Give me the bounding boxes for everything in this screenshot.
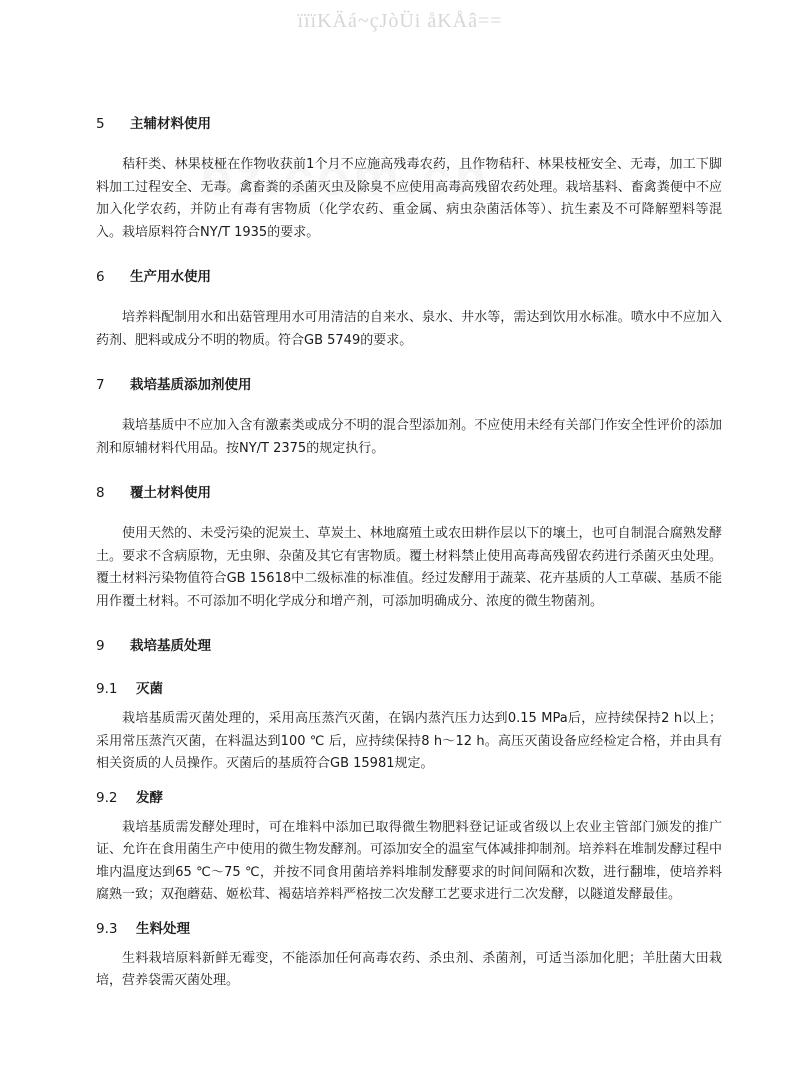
subsection-number: 9.1 [96, 681, 118, 697]
subsection-number: 9.3 [96, 920, 118, 937]
section-title: 栽培基质处理 [130, 638, 211, 654]
section-number: 9 [96, 638, 105, 654]
subsection-paragraph: 生料栽培原料新鲜无霉变，不能添加任何高毒农药、杀虫剂、杀菌剂，可适当添加化肥；羊肚菌大田栽培，营养袋需灭菌处理。 [96, 950, 722, 988]
section-title: 主辅材料使用 [130, 116, 211, 132]
section-paragraph: 培养料配制用水和出菇管理用水可用清洁的自来水、泉水、井水等，需达到饮用水标准。喷水中不应加入药剂、肥料或成分不明的物质。符合GB 5749的要求。 [96, 310, 722, 348]
section-heading [96, 375, 722, 395]
section-number: 7 [96, 377, 105, 393]
subsection-paragraph: 栽培基质需灭菌处理的，采用高压蒸汽灭菌，在锅内蒸汽压力达到0.15 MPa后，应持续保持2 h以上；采用常压蒸汽灭菌，在料温达到100 ℃ 后，应持续保持8 h～12 h。高压灭菌设备应经检定合格，并由具有相关资质的人员操作。灭菌后的基质符合GB 15981规定。 [96, 711, 722, 771]
section-paragraph: 栽培基质中不应加入含有激素类或成分不明的混合型添加剂。不应使用未经有关部门作安全性评价的添加剂和原辅材料代用品。按NY/T 2375的规定执行。 [96, 418, 722, 456]
section-heading [96, 267, 722, 287]
section-paragraph: 使用天然的、未受污染的泥炭土、草炭土、林地腐殖土或农田耕作层以下的壤土，也可自制混合腐熟发酵土。要求不含病原物，无虫卵、杂菌及其它有害物质。覆土材料禁止使用高毒高残留农药进行杀菌灭虫处理。覆土材料污染物值符合GB 15618中二级标准的标准值。经过发酵用于蔬菜、花卉基质的人工草碳、基质不能用作覆土材料。不可添加不明化学成分和增产剂，可添加明确成分、浓度的微生物菌剂。 [96, 526, 722, 609]
section-number: 5 [96, 116, 105, 132]
document-body [96, 114, 722, 993]
subsection-paragraph: 栽培基质需发酵处理时，可在堆料中添加已取得微生物肥料登记证或省级以上农业主管部门颁发的推广证、允许在食用菌生产中使用的微生物发酵剂。可添加安全的温室气体减排抑制剂。培养料在堆制发酵过程中堆内温度达到65 ℃～75 ℃，并按不同食用菌培养料堆制发酵要求的时间间隔和次数，进行翻堆，使培养料腐熟一致；双孢蘑菇、姬松茸、褐菇培养料严格按二次发酵工艺要求进行二次发酵，以隧道发酵最佳。 [96, 819, 722, 902]
section-heading [96, 114, 722, 134]
section-heading [96, 636, 722, 656]
section-title: 覆土材料使用 [130, 485, 211, 501]
subsection-number: 9.2 [96, 789, 118, 806]
subsection-heading [96, 919, 722, 939]
subsection-title: 灭菌 [136, 681, 163, 697]
subsection-heading [96, 788, 722, 808]
subsection-title: 发酵 [136, 789, 163, 806]
page-header-garbled-text: ïïïKÄá~çJòÜi åKÅâ== [297, 10, 503, 32]
section-number: 6 [96, 269, 105, 285]
section-title: 生产用水使用 [130, 269, 211, 285]
subsection-title: 生料处理 [136, 920, 190, 937]
subsection-heading [96, 679, 722, 699]
section-heading [96, 483, 722, 503]
section-number: 8 [96, 485, 105, 501]
section-title: 栽培基质添加剂使用 [130, 377, 252, 393]
section-paragraph: 秸秆类、林果枝桠在作物收获前1个月不应施高残毒农药，且作物秸秆、林果枝桠安全、无毒，加工下脚料加工过程安全、无毒。禽畜粪的杀菌灭虫及除臭不应使用高毒高残留农药处理。栽培基料、畜禽粪便中不应加入化学农药，并防止有毒有害物质（化学农药、重金属、病虫杂菌活体等）、抗生素及不可降解塑料等混入。栽培原料符合NY/T 1935的要求。 [96, 157, 722, 240]
